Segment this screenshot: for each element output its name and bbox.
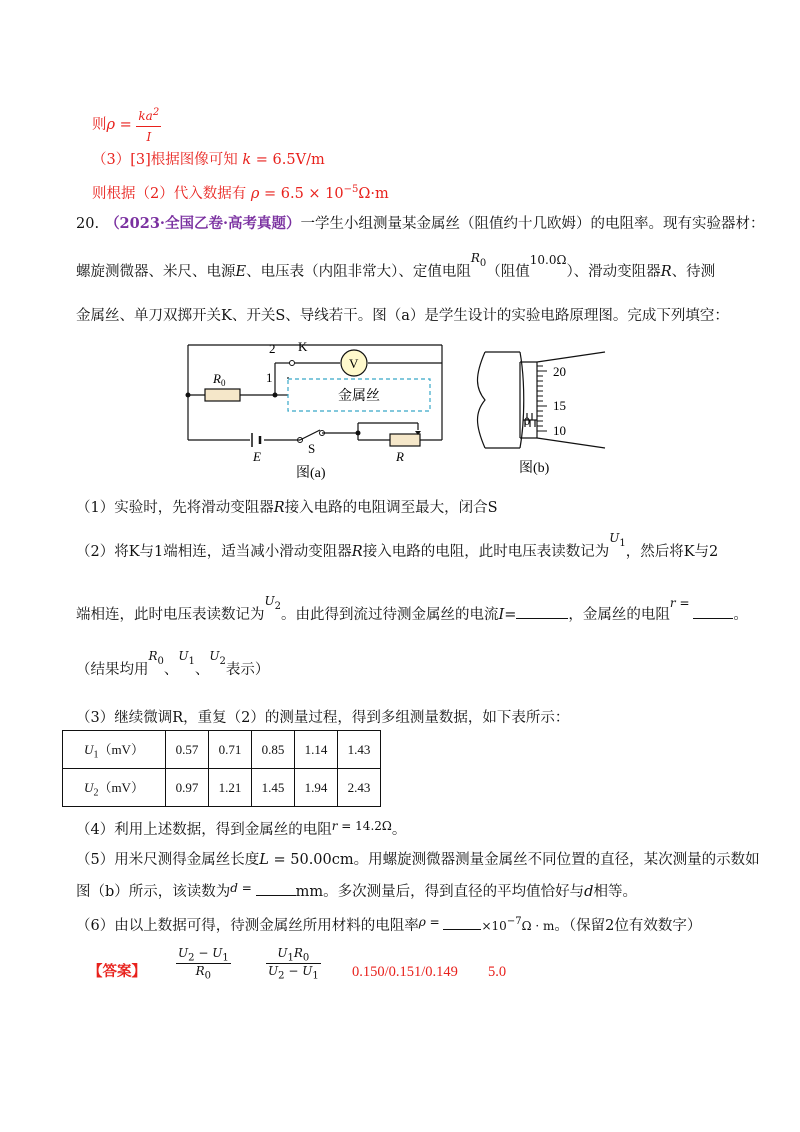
row-label bbox=[63, 731, 166, 769]
symbol: R bbox=[273, 500, 285, 516]
q20-line3 bbox=[76, 306, 729, 326]
symbol: U bbox=[209, 649, 220, 663]
text: = 6.5V/m bbox=[251, 152, 325, 168]
text: 、电压表（内阻非常大）、定值电阻 bbox=[246, 264, 471, 280]
text: 金属丝、单刀双掷开关K、开关S、导线若干。图（a）是学生设计的实验电路原理图。完成下列填空： bbox=[76, 308, 729, 324]
symbol: d bbox=[584, 884, 594, 900]
answer-resistivity: 5.0 bbox=[488, 964, 507, 980]
symbol: R bbox=[293, 946, 303, 960]
numerator bbox=[266, 946, 321, 964]
text: = bbox=[237, 881, 256, 895]
figure-caption-a: 图(a) bbox=[296, 466, 326, 481]
part2-note bbox=[76, 649, 270, 686]
symbol: U bbox=[302, 964, 313, 979]
text: ka bbox=[138, 109, 153, 123]
answer-blank-diameter[interactable] bbox=[256, 895, 296, 896]
text: 接入电路的电阻，此时电压表读数记为 bbox=[362, 544, 610, 560]
op: − bbox=[194, 946, 213, 960]
symbol: U bbox=[277, 946, 288, 960]
symbol: r bbox=[669, 596, 676, 610]
text: Ω·m bbox=[358, 185, 389, 202]
table-row bbox=[63, 731, 381, 769]
symbol: U bbox=[212, 946, 223, 960]
table-cell: 0.97 bbox=[166, 769, 209, 807]
sub: 0 bbox=[220, 378, 226, 388]
micrometer-diagram bbox=[475, 340, 625, 480]
answer-diameter: 0.150/0.151/0.149 bbox=[352, 964, 458, 980]
answer-blank-resistance[interactable] bbox=[693, 618, 733, 619]
text: 接入电路的电阻调至最大，闭合S bbox=[284, 500, 498, 516]
symbol: R bbox=[148, 649, 158, 663]
value: 10.0Ω bbox=[529, 253, 567, 267]
symbol: d bbox=[230, 881, 238, 895]
unit: （mV） bbox=[98, 741, 144, 757]
table-cell: 0.85 bbox=[252, 731, 295, 769]
text: （3）继续微调R，重复（2）的测量过程，得到多组测量数据，如下表所示： bbox=[76, 710, 570, 726]
sup: −7 bbox=[506, 916, 522, 927]
symbol: R bbox=[660, 264, 672, 280]
text: 。 bbox=[391, 822, 407, 838]
symbol: ρ bbox=[106, 117, 116, 133]
tick-20: 20 bbox=[553, 364, 566, 379]
label-2: 2 bbox=[269, 341, 276, 356]
text: （4）利用上述数据，得到金属丝的电阻 bbox=[76, 822, 332, 838]
table-cell: 0.71 bbox=[209, 731, 252, 769]
data-table bbox=[62, 730, 381, 807]
symbol: U bbox=[178, 649, 189, 663]
sub: 0 bbox=[157, 655, 164, 667]
sup: −5 bbox=[343, 184, 359, 195]
table-row bbox=[63, 769, 381, 807]
label-r0 bbox=[212, 371, 226, 388]
step3-line bbox=[92, 150, 325, 170]
tick-15: 15 bbox=[553, 398, 566, 413]
table-cell: 1.45 bbox=[252, 769, 295, 807]
part1 bbox=[76, 498, 498, 518]
fraction bbox=[136, 103, 161, 147]
label-wire: 金属丝 bbox=[338, 388, 380, 404]
text: 、 bbox=[194, 662, 210, 678]
text: 螺旋测微器、米尺、电源 bbox=[76, 264, 236, 280]
table-cell: 0.57 bbox=[166, 731, 209, 769]
sub: 0 bbox=[204, 970, 212, 982]
symbol: U bbox=[609, 531, 620, 545]
answer-formula-1 bbox=[176, 946, 231, 982]
sub: 2 bbox=[188, 952, 195, 964]
symbol: I bbox=[498, 607, 505, 623]
symbol: ρ bbox=[250, 185, 260, 202]
symbol: U bbox=[264, 594, 275, 608]
part5-line1 bbox=[76, 850, 760, 870]
symbol: L bbox=[259, 852, 269, 868]
text: 。用螺旋测微器测量金属丝不同位置的直径，某次测量的示数如 bbox=[353, 852, 760, 868]
text: 。 bbox=[733, 607, 748, 623]
sub: 2 bbox=[219, 655, 226, 667]
tick-10: 10 bbox=[553, 423, 566, 438]
text: 一学生小组测量某金属丝（阻值约十几欧姆）的电阻率。现有实验器材： bbox=[300, 216, 765, 232]
answer-tag: 【答案】 bbox=[88, 963, 146, 980]
sub: 2 bbox=[278, 970, 285, 982]
text: 表示） bbox=[225, 662, 270, 678]
text: ，然后将K与2 bbox=[625, 544, 719, 560]
label-s: S bbox=[308, 441, 316, 456]
text: （2）将K与1端相连，适当减小滑动变阻器 bbox=[76, 544, 352, 560]
text: 、待测 bbox=[671, 264, 716, 280]
label-r: R bbox=[396, 449, 404, 464]
label-1: 1 bbox=[266, 370, 273, 385]
denominator bbox=[176, 964, 231, 981]
text: 、 bbox=[163, 662, 179, 678]
rho-formula bbox=[92, 103, 161, 147]
question-source: （2023·全国乙卷·高考真题） bbox=[105, 215, 301, 232]
text: （6）由以上数据可得，待测金属丝所用材料的电阻率 bbox=[76, 917, 419, 934]
symbol: r bbox=[331, 819, 338, 833]
sub: 0 bbox=[479, 257, 487, 269]
denominator: I bbox=[146, 130, 152, 144]
text: 相等。 bbox=[593, 884, 637, 900]
q20-line1 bbox=[76, 214, 765, 234]
text: ）、滑动变阻器 bbox=[566, 264, 661, 280]
label-k: K bbox=[298, 339, 308, 354]
text: = bbox=[675, 596, 694, 610]
symbol: R bbox=[351, 544, 363, 560]
fraction bbox=[266, 946, 321, 982]
symbol: U bbox=[268, 964, 279, 979]
sub: 1 bbox=[312, 970, 319, 982]
table-cell: 1.94 bbox=[295, 769, 338, 807]
text: 则根据（2）代入数据有 bbox=[92, 185, 251, 202]
part5-line2 bbox=[76, 882, 637, 902]
value: = 14.2Ω bbox=[337, 819, 392, 833]
symbol: U bbox=[84, 779, 94, 795]
symbol: k bbox=[242, 152, 252, 168]
text: = bbox=[504, 607, 517, 623]
numerator bbox=[176, 946, 231, 964]
sub: 1 bbox=[222, 952, 229, 964]
part4 bbox=[76, 820, 406, 840]
numerator bbox=[136, 103, 161, 127]
sub: 1 bbox=[188, 655, 195, 667]
sub: 0 bbox=[302, 952, 310, 964]
part2-line2 bbox=[76, 594, 748, 631]
text: 图（b）所示，该读数为 bbox=[76, 884, 231, 900]
text: = bbox=[115, 117, 137, 133]
answer-blank-current[interactable] bbox=[516, 618, 568, 619]
table-cell: 1.43 bbox=[338, 731, 381, 769]
unit: （mV） bbox=[98, 779, 144, 795]
symbol: R bbox=[195, 964, 205, 979]
text: 。由此得到流过待测金属丝的电流 bbox=[281, 607, 499, 623]
text: = bbox=[425, 914, 444, 929]
circuit-diagram bbox=[180, 335, 450, 485]
text: （阻值 bbox=[486, 264, 530, 280]
label-v: V bbox=[349, 356, 359, 371]
table-cell: 1.21 bbox=[209, 769, 252, 807]
symbol: ρ bbox=[418, 914, 426, 929]
text: 端相连，此时电压表读数记为 bbox=[76, 607, 265, 623]
text: ×10 bbox=[481, 918, 507, 933]
symbol: U bbox=[84, 741, 94, 757]
symbol: R bbox=[470, 251, 480, 265]
text: （3）[3]根据图像可知 bbox=[92, 152, 243, 168]
text: （1）实验时，先将滑动变阻器 bbox=[76, 500, 274, 516]
denominator bbox=[266, 964, 321, 981]
part2-line1 bbox=[76, 531, 719, 568]
text: 则 bbox=[92, 117, 107, 133]
table-cell: 1.14 bbox=[295, 731, 338, 769]
symbol: R bbox=[213, 371, 221, 386]
answer-blank-resistivity[interactable] bbox=[443, 929, 481, 930]
symbol: U bbox=[178, 946, 189, 960]
op: − bbox=[284, 964, 303, 979]
sub: 1 bbox=[619, 537, 626, 549]
part6 bbox=[76, 912, 701, 936]
sub: 1 bbox=[287, 952, 294, 964]
value: = 50.00cm bbox=[268, 852, 354, 868]
step3b-line bbox=[92, 180, 389, 204]
fraction bbox=[176, 946, 231, 982]
text: （结果均用 bbox=[76, 662, 149, 678]
text: = 6.5 × 10 bbox=[259, 185, 344, 202]
sub: 2 bbox=[93, 787, 99, 799]
text: 。（保留2位有效数字） bbox=[554, 917, 702, 934]
text: ，金属丝的电阻 bbox=[568, 607, 670, 623]
part3 bbox=[76, 708, 569, 728]
answer-formula-2 bbox=[266, 946, 321, 982]
tick-0: 0 bbox=[524, 414, 530, 428]
label-e: E bbox=[253, 449, 261, 464]
unit: Ω · m bbox=[521, 918, 555, 933]
text: （5）用米尺测得金属丝长度 bbox=[76, 852, 260, 868]
question-number: 20. bbox=[76, 216, 100, 232]
text: mm。多次测量后，得到直径的平均值恰好与 bbox=[295, 884, 585, 900]
sub: 2 bbox=[274, 600, 281, 612]
symbol: E bbox=[235, 264, 247, 280]
sup: 2 bbox=[152, 107, 160, 118]
figure-caption-b: 图(b) bbox=[519, 461, 550, 476]
row-label bbox=[63, 769, 166, 807]
sub: 1 bbox=[93, 749, 99, 761]
table-cell: 2.43 bbox=[338, 769, 381, 807]
